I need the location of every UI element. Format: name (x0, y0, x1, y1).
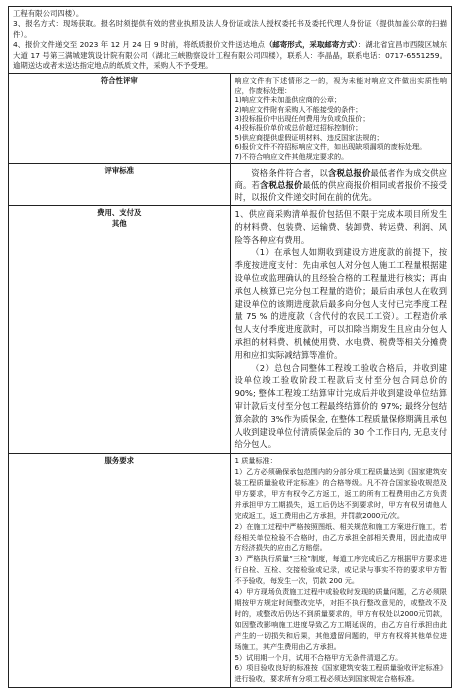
compliance-item: 6)报价文件不符招标响应文件，如出现缺项漏项的废标处理。 (234, 142, 427, 152)
quality-item: 5）试用期一个月，试用不合格甲方无条件清退乙方。 (234, 652, 403, 662)
registration-content (9, 7, 452, 74)
service-requirements-label: 服务要求 (9, 454, 231, 688)
submission-method-bold: （邮寄形式，采取邮寄方式） (264, 40, 358, 50)
compliance-item: 4)投标报价单价或总价超过招标控制价； (234, 123, 363, 133)
evaluation-standard-row (9, 164, 452, 206)
quality-item: 6）项目验收良好的标准按《国家建筑安装工程质量验收评定标准》进行验收，要求所有分项工程必须达到国家规定合格标准。 (234, 663, 447, 684)
compliance-item: 7)不符合响应文件其他规定要求的。 (234, 151, 349, 161)
compliance-review-row (9, 74, 452, 164)
quarterly-progress-payment: （1）在承包人如期收到建设方进度款的前提下，按季度按进度支付：先由承包人对分包人施工工程量根据建设单位或监理确认的且经验合格的工程量进行核实；再由承包人核算已完分包工程量的造价；最后由承包人在收到建设单位的该期进度款后最多向分包人支付已完季度工程量 75 % 的进度款（含代付的农民工工资）。工程造价承包人支付季度进度款时，可以扣除当期发生且应由分包人承担的材料费、机械使用费、水电费、税费等相关分摊费用和应扣实际减结算等准价。 (234, 247, 447, 360)
compliance-intro: 响应文件有下述情形之一的，视为未能对响应文件做出实质性响应，作废标处理： (234, 76, 447, 95)
evaluation-standard-text: 资格条件符合者，以含税总报价最低者作为成交供应商。若含税总报价最低的供应商报价相同或者报价不接受时，以报价文件递交时间在前的优先。 (234, 168, 448, 203)
compliance-item: 5)供应商提供虚假证明材料、违反国家法规的； (234, 132, 384, 142)
compliance-review-content (230, 74, 452, 164)
registration-address-tail: 工程有限公司四楼）。 (13, 9, 84, 18)
quality-standard-heading: 1 质量标准： (234, 456, 277, 466)
service-requirements-content (230, 454, 452, 688)
evaluation-standard-content (230, 164, 452, 206)
quality-item: 1）乙方必须确保承包范围内的分部分项工程质量达到《国家建筑安装工程质量验收评定标准》的合格等级。凡不符合国家验收规范及甲方要求，甲方有权令乙方返工，返工的所有工程费用由乙方负责并承担甲方工期损失，返工后仍达不到要求时，甲方有权另请他人完成返工，返工费用由乙方承担，并罚款2000元/次。 (234, 467, 447, 520)
fees-payment-content (230, 206, 452, 454)
evaluation-standard-label: 评审标准 (9, 164, 231, 206)
service-requirements-row (9, 454, 452, 688)
quality-item: 4）甲方现场负责施工过程中或验收时发现的质量问题，乙方必须限期按甲方规定时间整改完毕，对拒不执行整改意见的，或整改不及时的，或整改后仍达不到质量要求的，甲方有权处以2000元罚款，如因整改影响施工进度导致乙方工期延误的，由乙方自行承担由此产生的一切损失和后果，其他遗留问题的，甲方有权将其他单位进场施工，其产生费用由乙方承担。 (234, 587, 447, 651)
submission-deadline: 4、报价文件递交至 2023 年 12 月 24 日 9 时前，将纸质报价文件送达地点（邮寄形式，采取邮寄方式）：湖北省宜昌市西陵区城东大道 17 号第三满城建筑设计院有限公司（湖北三峡勘察设计工程有限公司四楼），联系人：李晶晶，联系电话：0717-6551259。逾期送达或者未送达指定地点的纸质文件，采购人不予受理。 (13, 40, 447, 71)
quality-item: 3）严格执行质量“三检”制度，每道工序完成后乙方根据甲方要求进行自检、互检、交接检验或记录，或记录与事实不符的要求甲方暂不予验收，每发生一次，罚款 200 元。 (234, 554, 447, 586)
compliance-review-label: 符合性评审 (9, 74, 231, 164)
procurement-table (8, 6, 452, 688)
compliance-item: 3)投标报价中出现任何费用为负或负报价； (234, 114, 370, 124)
compliance-item: 1)响应文件未加盖供应商的公章； (234, 95, 342, 105)
registration-method: 3、报名方式：现场获取。报名时须提供有效的营业执照及法人身份证或法人授权委托书及委托代理人身份证（提供加盖公章的扫描件）。 (13, 19, 447, 39)
compliance-item: 2)响应文件附有采购人不能接受的条件； (234, 104, 363, 114)
final-settlement-payment: （2）总包合同整体工程竣工验收合格后，并收到建设单位竣工验收阶段工程款后支付至分包合同总价的 90%; 整体工程竣工结算审计完成后并收到建设单位结算审计款后支付至分包工程最终结算价的 97%; 最终分包结算余款的 3%作为质保金, 在整体工程质量保修期满且承包人收到建设单位付清质保金后的 30 个工作日内, 无息支付给分包人。 (234, 362, 447, 450)
fees-payment-label: 费用、支付及 其他 (9, 206, 231, 454)
registration-row (9, 7, 452, 74)
quality-item: 2）在施工过程中严格按照图纸、相关规范和施工方案进行施工，若经相关单位检验不合格时，由乙方承担全部相关费用，因此造成甲方经济损失的应由乙方赔偿。 (234, 521, 447, 553)
fee-scope: 1、供应商采购清单报价包括但不限于完成本项目所发生的材料费、包装费、运输费、装卸费、转运费、利润、风险等各种应有费用。 (234, 209, 447, 245)
fees-payment-row (9, 206, 452, 454)
